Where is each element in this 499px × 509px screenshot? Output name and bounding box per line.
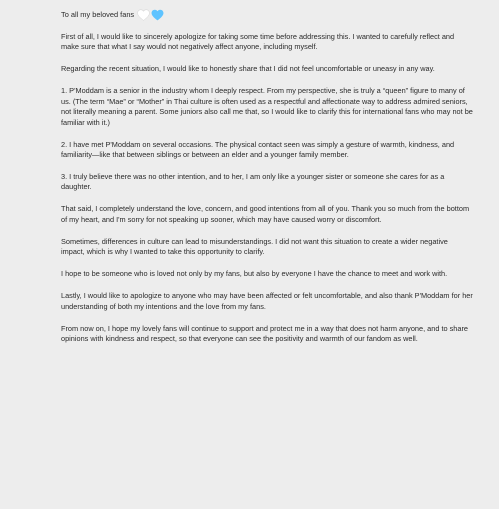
blue-heart-icon: [151, 9, 164, 21]
paragraph-point-2: 2. I have met P'Moddam on several occasions. The physical contact seen was simply a gesture of warmth, kindness, and familiarity—like that between siblings or between an elder and a younger family member.: [61, 139, 455, 160]
paragraph-point-3: 3. I truly believe there was no other intention, and to her, I am only like a younger sister or someone she cares for as a daughter.: [61, 172, 445, 192]
paragraph-thanks: That said, I completely understand the love, concern, and good intentions from all of you. Thank you so much from the bottom of my heart, and I'm sorry for not speaking up sooner, which may have caused worry or discomfort.: [61, 204, 470, 224]
paragraph-lastly: Lastly, I would like to apologize to anyone who may have been affected or felt uncomfortable, and also thank P'Moddam for her understanding of both my intentions and the love from my fans.: [61, 291, 473, 311]
paragraph-hope: I hope to be someone who is loved not only by my fans, but also by everyone I have the chance to meet and work with.: [61, 269, 448, 279]
paragraph-situation: Regarding the recent situation, I would like to honestly share that I did not feel uncomfortable or uneasy in any way.: [61, 64, 435, 74]
paragraph-point-1: 1. P'Moddam is a senior in the industry whom I deeply respect. From my perspective, she is truly a “queen” figure to many of us. (The term “Mae” or “Mother” in Thai culture is often used as a respectful and affectionate way to address admired seniors, not literally meaning a parent. Some juniors also call me that, so I would like to clarify this for international fans who may not be familiar with it.): [61, 86, 473, 127]
paragraph-culture: Sometimes, differences in culture can lead to misunderstandings. I did not want this situation to create a wider negative impact, which is why I wanted to take this opportunity to clarify.: [61, 236, 448, 257]
paragraph-closing: From now on, I hope my lovely fans will continue to support and protect me in a way that does not harm anyone, and to share opinions with kindness and respect, so that everyone can see the positivity and warmth of our fandom as well.: [61, 323, 468, 344]
white-heart-icon: [137, 9, 150, 21]
statement-title: [61, 9, 473, 21]
title-text: To all my beloved fans: [61, 10, 135, 19]
title-hearts: [137, 9, 164, 21]
paragraph-apology: First of all, I would like to sincerely apologize for taking some time before addressing this. I wanted to carefully reflect and make sure that what I say would not negatively affect anyone, including myself.: [61, 32, 455, 52]
